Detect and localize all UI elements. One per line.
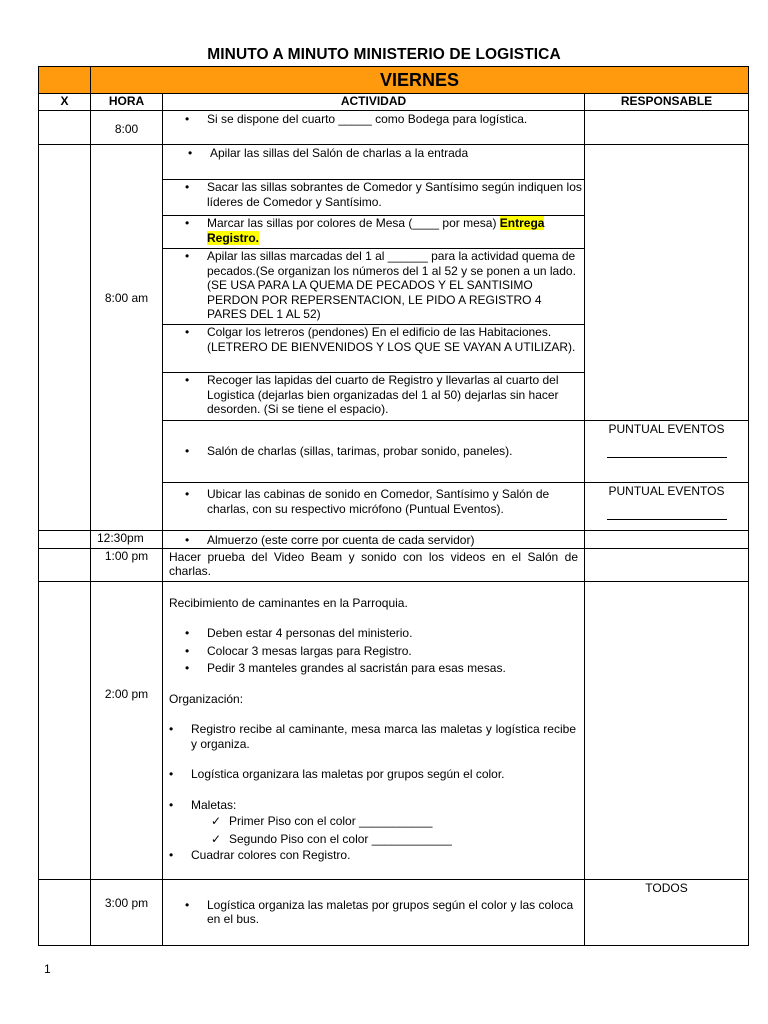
list-item: • Almuerzo (este corre por cuenta de cada servidor) bbox=[207, 533, 584, 548]
check-cell bbox=[39, 145, 91, 531]
header-hora: HORA bbox=[91, 94, 163, 111]
table-row bbox=[39, 145, 749, 180]
responsible-cell bbox=[585, 581, 749, 879]
list-item bbox=[207, 216, 584, 245]
activity-cell bbox=[163, 180, 585, 216]
time-cell: 12:30pm bbox=[91, 531, 163, 549]
activity-cell bbox=[163, 216, 585, 249]
list-item: • Ubicar las cabinas de sonido en Comedor, Santísimo y Salón de charlas, con su respectivo micrófono (Puntual Eventos). bbox=[207, 487, 584, 516]
table-row bbox=[39, 111, 749, 145]
list-item: • Sacar las sillas sobrantes de Comedor y Santísimo según indiquen los líderes de Comedor y Santísimo. bbox=[207, 180, 584, 209]
activity-cell bbox=[163, 421, 585, 483]
organization-heading: Organización: bbox=[169, 691, 244, 706]
activity-cell bbox=[163, 249, 585, 325]
activity-cell bbox=[163, 879, 585, 945]
activity-cell bbox=[163, 325, 585, 373]
header-x: X bbox=[39, 94, 91, 111]
list-item: • Maletas: bbox=[191, 798, 584, 813]
check-cell bbox=[39, 879, 91, 945]
responsible-cell bbox=[585, 421, 749, 483]
check-cell bbox=[39, 548, 91, 581]
list-item: • Recoger las lapidas del cuarto de Registro y llevarlas al cuarto del Logistica (dejarlas bien organizadas del 1 al 50) dejarlas sin hacer desorden. (Si se tiene el espacio). bbox=[207, 373, 584, 417]
header-actividad: ACTIVIDAD bbox=[163, 94, 585, 111]
document-title: MINUTO A MINUTO MINISTERIO DE LOGISTICA bbox=[207, 46, 561, 63]
table-row bbox=[39, 548, 749, 581]
checklist-item: ✓ Primer Piso con el color ___________ bbox=[229, 814, 584, 829]
list-item: • Registro recibe al caminante, mesa marca las maletas y logística recibe y organiza. bbox=[191, 722, 576, 751]
responsible-name: TODOS bbox=[645, 880, 688, 895]
day-corner-cell bbox=[39, 67, 91, 94]
signature-line bbox=[607, 519, 727, 520]
time-cell: 8:00 bbox=[91, 111, 163, 145]
responsible-name: PUNTUAL EVENTOS bbox=[608, 422, 725, 436]
table-row bbox=[39, 581, 749, 879]
item-text: Marcar las sillas por colores de Mesa (____ por mesa) bbox=[207, 216, 500, 230]
responsible-name: PUNTUAL EVENTOS bbox=[608, 484, 725, 498]
activity-cell bbox=[163, 581, 585, 879]
time-cell: 8:00 am bbox=[91, 145, 163, 531]
list-item: • Pedir 3 manteles grandes al sacristán para esas mesas. bbox=[207, 661, 584, 676]
list-item: • Logística organiza las maletas por grupos según el color y las coloca en el bus. bbox=[207, 898, 576, 927]
check-cell bbox=[39, 581, 91, 879]
list-item: • Apilar las sillas marcadas del 1 al ______ para la actividad quema de pecados.(Se organizan los números del 1 al 52 y se ponen a un lado. (SE USA PARA LA QUEMA DE PECADOS Y EL SANTISIMO PERDON POR REPERSENTACION, LE PIDO A REGISTRO 4 PARES DEL 1 AL 52) bbox=[207, 249, 584, 322]
activity-cell: Hacer prueba del Video Beam y sonido con los videos en el Salón de charlas. bbox=[163, 548, 585, 581]
responsible-cell bbox=[585, 483, 749, 531]
day-label: VIERNES bbox=[91, 67, 749, 94]
list-item: • Colocar 3 mesas largas para Registro. bbox=[207, 644, 584, 659]
list-item: • Salón de charlas (sillas, tarimas, probar sonido, paneles). bbox=[207, 444, 584, 459]
activity-cell bbox=[163, 373, 585, 421]
time-cell: 1:00 pm bbox=[91, 548, 163, 581]
table-row bbox=[39, 879, 749, 945]
responsible-cell bbox=[585, 531, 749, 549]
activity-cell bbox=[163, 531, 585, 549]
list-item: • Colgar los letreros (pendones) En el edificio de las Habitaciones. (LETRERO DE BIENVENIDOS Y LOS QUE SE VAYAN A UTILIZAR). bbox=[207, 325, 584, 354]
signature-line bbox=[607, 457, 727, 458]
check-cell bbox=[39, 111, 91, 145]
table-row bbox=[39, 531, 749, 549]
activity-cell bbox=[163, 483, 585, 531]
responsible-cell bbox=[585, 879, 749, 945]
reception-intro: Recibimiento de caminantes en la Parroquia. bbox=[169, 595, 408, 610]
check-cell bbox=[39, 531, 91, 549]
responsible-cell bbox=[585, 145, 749, 421]
page-number: 1 bbox=[44, 962, 51, 976]
list-item: • Logística organizara las maletas por grupos según el color. bbox=[191, 767, 584, 782]
time-cell: 2:00 pm bbox=[91, 581, 163, 879]
time-cell: 3:00 pm bbox=[91, 879, 163, 945]
header-row bbox=[39, 94, 749, 111]
list-item: • Si se dispone del cuarto _____ como Bodega para logística. bbox=[207, 112, 584, 127]
activity-cell bbox=[163, 111, 585, 145]
list-item: • Cuadrar colores con Registro. bbox=[191, 848, 584, 863]
list-item: • Deben estar 4 personas del ministerio. bbox=[207, 626, 584, 641]
activity-cell bbox=[163, 145, 585, 180]
list-item: • Apilar las sillas del Salón de charlas a la entrada bbox=[210, 146, 584, 161]
schedule-table bbox=[38, 66, 749, 946]
responsible-cell bbox=[585, 548, 749, 581]
highlighted-text: Entrega Registro. bbox=[207, 216, 545, 245]
header-responsable: RESPONSABLE bbox=[585, 94, 749, 111]
day-row bbox=[39, 67, 749, 94]
checklist-item: ✓ Segundo Piso con el color ____________ bbox=[229, 832, 584, 847]
responsible-cell bbox=[585, 111, 749, 145]
